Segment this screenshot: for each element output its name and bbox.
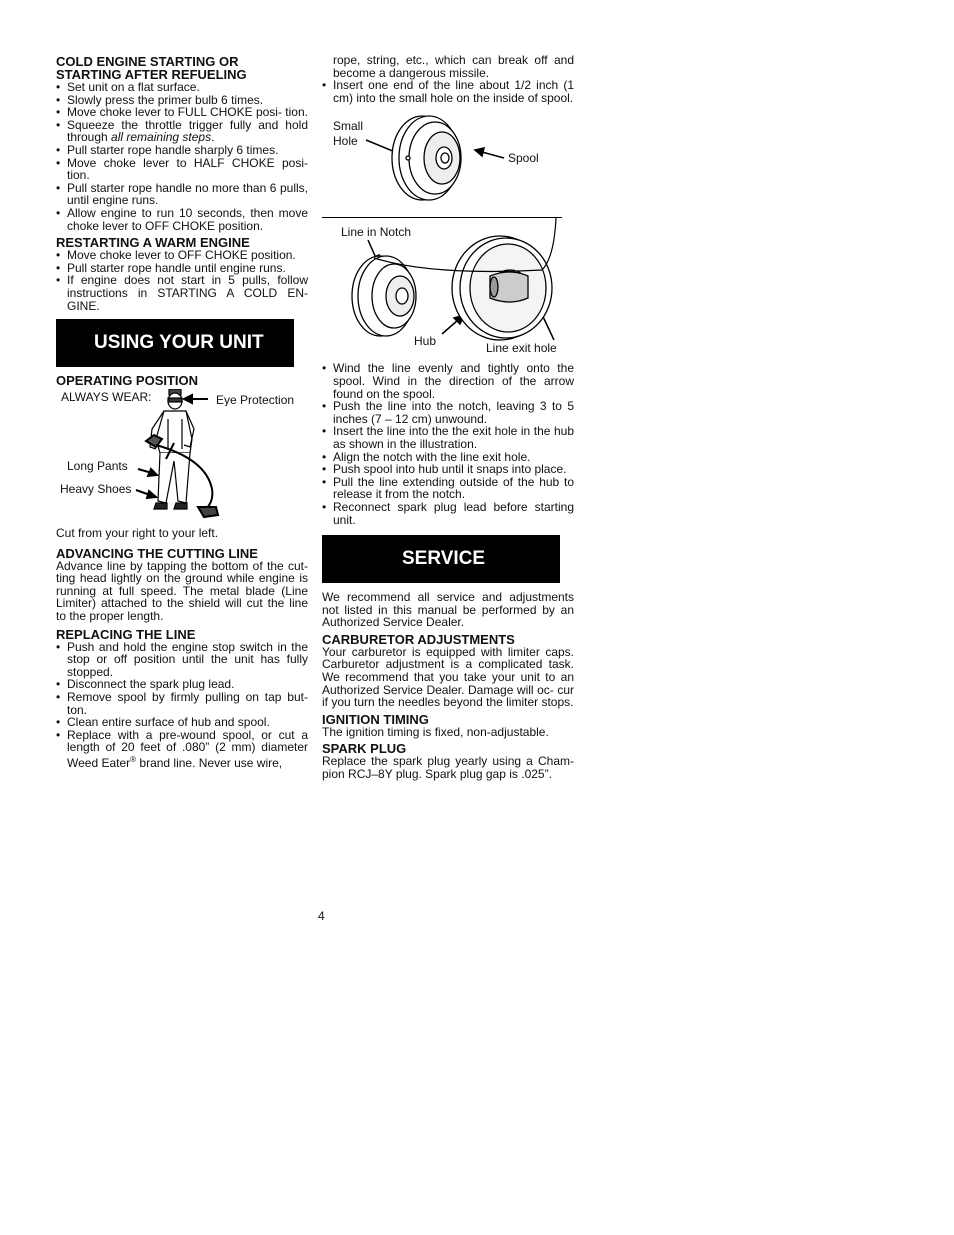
wire-warning-continuation: rope, string, etc., which can break off and become a dangerous missile. xyxy=(333,53,574,80)
cut-direction-text: Cut from your right to your left. xyxy=(56,526,219,541)
insert-line-list xyxy=(322,79,574,104)
ignition-heading: IGNITION TIMING xyxy=(322,711,429,727)
long-pants-label: Long Pants xyxy=(67,459,128,474)
cold-start-list xyxy=(56,81,308,232)
list-item: • Push spool into hub until it snaps into place. xyxy=(322,463,574,476)
advancing-heading: ADVANCING THE CUTTING LINE xyxy=(56,545,258,561)
italic-text: all remaining steps xyxy=(111,130,212,145)
list-item: • Pull starter rope handle sharply 6 times. xyxy=(56,144,308,157)
winding-list xyxy=(322,362,574,526)
list-item: • Disconnect the spark plug lead. xyxy=(56,678,308,691)
page-number: 4 xyxy=(318,909,325,923)
list-item: • If engine does not start in 5 pulls, follow instructions in STARTING A COLD EN- GINE. xyxy=(56,274,308,312)
list-item: • Move choke lever to OFF CHOKE position. xyxy=(56,249,308,262)
list-item: • Slowly press the primer bulb 6 times. xyxy=(56,94,308,107)
warm-start-list xyxy=(56,249,308,312)
list-item: • Insert one end of the line about 1/2 inch (1 cm) into the small hole on the inside of spool. xyxy=(322,79,574,104)
left-column xyxy=(56,52,308,770)
registered-mark: ® xyxy=(130,755,137,764)
list-item: • Pull starter rope handle until engine runs. xyxy=(56,262,308,275)
ignition-text: The ignition timing is fixed, non-adjustable. xyxy=(322,724,549,739)
heavy-shoes-label: Heavy Shoes xyxy=(60,482,132,497)
list-item: • Clean entire surface of hub and spool. xyxy=(56,716,308,729)
operating-position-heading: OPERATING POSITION xyxy=(56,373,199,389)
list-item: • Push the line into the notch, leaving 3 to 5 inches (7 – 12 cm) unwound. xyxy=(322,400,574,425)
spark-plug-text: Replace the spark plug yearly using a Cham- pion RCJ–8Y plug. Spark plug gap is .025”. xyxy=(322,754,574,782)
list-item: • Replace with a pre-wound spool, or cut a length of 20 feet of .080” (2 mm) diameter Weed Eater® brand line. Never use wire, xyxy=(56,729,308,770)
hub-label: Hub xyxy=(414,334,437,349)
eye-protection-label: Eye Protection xyxy=(216,394,294,407)
list-item: • Set unit on a flat surface. xyxy=(56,81,308,94)
operating-position-figure xyxy=(56,389,308,529)
warm-start-heading: RESTARTING A WARM ENGINE xyxy=(56,235,250,251)
replacing-heading: REPLACING THE LINE xyxy=(56,626,196,642)
spool-figure xyxy=(322,106,574,208)
service-banner: SERVICE xyxy=(322,535,560,583)
always-wear-label: ALWAYS WEAR: xyxy=(61,390,152,405)
carburetor-heading: CARBURETOR ADJUSTMENTS xyxy=(322,631,515,647)
small-label: Small xyxy=(333,119,364,134)
operator-illustration xyxy=(56,389,308,529)
cold-start-heading: COLD ENGINE STARTING OR STARTING AFTER REFUELING xyxy=(56,54,247,82)
right-column xyxy=(322,52,574,781)
spool-label: Spool xyxy=(508,151,539,166)
list-item: • Wind the line evenly and tightly onto the spool. Wind in the direction of the arrow found on the spool. xyxy=(322,362,574,400)
list-item: • Insert the line into the the exit hole in the hub as shown in the illustration. xyxy=(322,425,574,450)
list-item: • Allow engine to run 10 seconds, then move choke lever to OFF CHOKE position. xyxy=(56,207,308,232)
list-item: • Squeeze the throttle trigger fully and hold through all remaining steps. xyxy=(56,119,308,144)
spark-plug-heading: SPARK PLUG xyxy=(322,741,407,757)
replacing-list xyxy=(56,641,308,770)
list-item: • Remove spool by firmly pulling on tap but- ton. xyxy=(56,691,308,716)
list-item: • Reconnect spark plug lead before starting unit. xyxy=(322,501,574,526)
line-exit-hole-label: Line exit hole xyxy=(486,341,557,356)
list-item: • Pull the line extending outside of the hub to release it from the notch. xyxy=(322,476,574,501)
spool-illustration xyxy=(322,106,574,208)
list-item: • Push and hold the engine stop switch in the stop or off position until the unit has fully stopped. xyxy=(56,641,308,679)
service-intro: We recommend all service and adjustments not listed in this manual be performed by an Authorized Service Dealer. xyxy=(322,590,574,630)
list-item: • Align the notch with the line exit hole. xyxy=(322,451,574,464)
list-item: • Move choke lever to FULL CHOKE posi- tion. xyxy=(56,106,308,119)
line-in-notch-label: Line in Notch xyxy=(341,225,412,240)
advancing-text: Advance line by tapping the bottom of the cut- ting head lightly on the ground while engine is running at full speed. The metal blade (Line Limiter) attached to the shield will cut the line to the proper length. xyxy=(56,558,308,624)
list-item: • Move choke lever to HALF CHOKE posi- tion. xyxy=(56,157,308,182)
carburetor-text: Your carburetor is equipped with limiter caps. Carburetor adjustment is a complicated task. We recommend that you take your unit to an Authorized Service Dealer. Damage will oc- cur if you turn the needles beyond the limiter stops. xyxy=(322,644,574,710)
using-your-unit-banner: USING YOUR UNIT xyxy=(56,319,294,367)
list-item: • Pull starter rope handle no more than 6 pulls, until engine runs. xyxy=(56,182,308,207)
hub-figure xyxy=(322,218,574,358)
hub-illustration xyxy=(322,218,574,358)
hole-label: Hole xyxy=(333,134,358,149)
